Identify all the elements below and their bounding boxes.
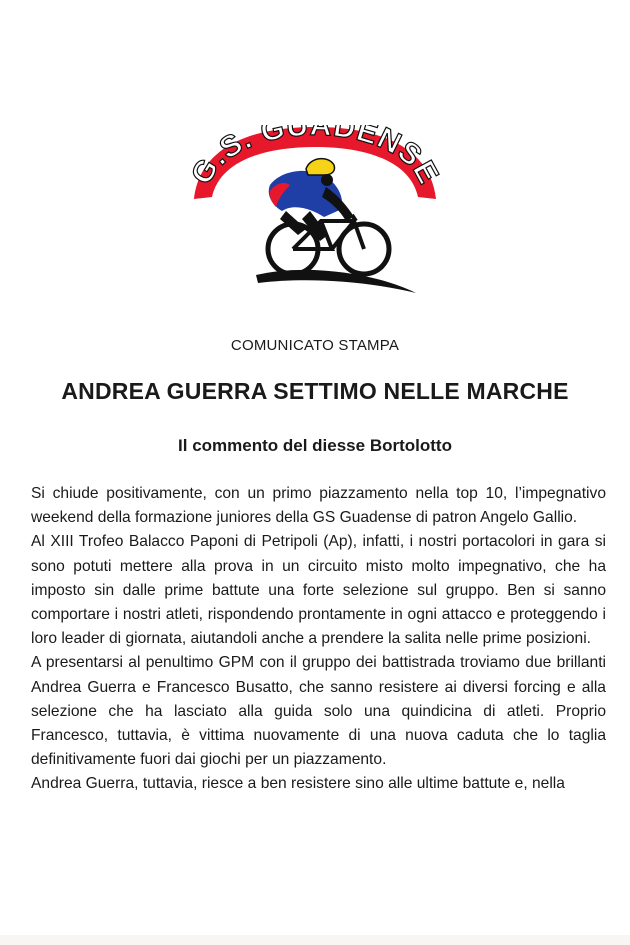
article-subtitle: Il commento del diesse Bortolotto <box>178 436 452 455</box>
paragraph: Si chiude positivamente, con un primo piazzamento nella top 10, l’impegnativo weekend della formazione juniores della GS Guadense di patron Angelo Gallio. <box>31 485 606 527</box>
press-release-label: COMUNICATO STAMPA <box>230 337 400 354</box>
page-bottom-edge <box>0 935 630 945</box>
paragraph: A presentarsi al penultimo GPM con il gruppo dei battistrada troviamo due brillanti Andrea Guerra e Francesco Busatto, che sanno resistere ai diversi forcing e alla selezione che ha lasciato alla guida solo una quindicina di atleti. Proprio Francesco, tuttavia, è vittima nuovamente di una nuova caduta che lo taglia definitivamente fuori dai giochi per un piazzamento. <box>31 654 606 769</box>
paragraph: Andrea Guerra, tuttavia, riesce a ben resistere sino alle ultime battute e, nella <box>31 775 565 793</box>
cyclist-logo-icon <box>186 125 444 303</box>
paragraph: Al XIII Trofeo Balacco Paponi di Petripoli (Ap), infatti, i nostri portacolori in gara si sono potuti mettere alla prova in un circuito misto molto impegnativo, che ha imposto sin dalle prime battute una forte selezione sul gruppo. Ben si sanno comportare i nostri atleti, rispondendo prontamente in ogni attacco e proteggendo i loro leader di giornata, aiutandoli anche a prendere la salita nelle prime posizioni. <box>31 533 606 648</box>
svg-text:G.S. GUADENSE: G.S. GUADENSE <box>186 125 444 191</box>
article-title: ANDREA GUERRA SETTIMO NELLE MARCHE <box>61 378 569 404</box>
gs-guadense-logo <box>186 125 444 303</box>
article-body <box>31 482 606 797</box>
